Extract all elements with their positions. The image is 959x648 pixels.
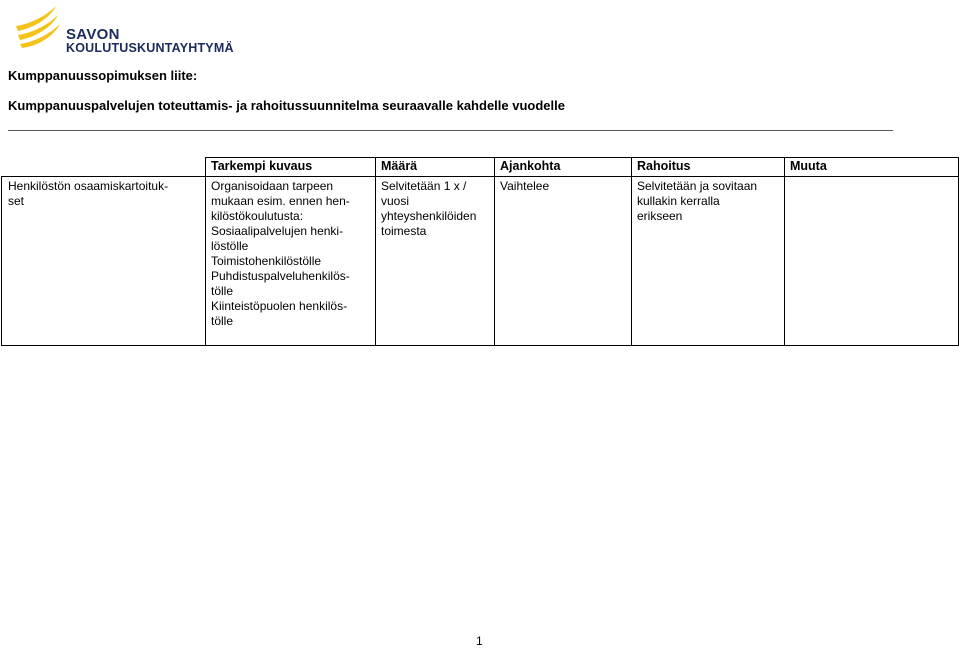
cell-line: Selvitetään ja sovitaan [637, 179, 758, 193]
divider [8, 130, 893, 131]
cell-line: mukaan esim. ennen hen- [211, 194, 350, 208]
cell-line: vuosi [381, 194, 410, 208]
table-row [2, 177, 959, 346]
cell-line: Selvitetään 1 x / [381, 179, 467, 193]
document-heading: Kumppanuussopimuksen liite: [8, 68, 198, 83]
cell-line: tölle [211, 314, 234, 328]
header-funding: Rahoitus [632, 158, 785, 177]
document-subheading: Kumppanuuspalvelujen toteuttamis- ja rahoitussuunnitelma seuraavalle kahdelle vuodelle [8, 98, 565, 113]
cell-line: Puhdistuspalveluhenkilös- [211, 269, 350, 283]
cell-line: löstölle [211, 239, 249, 253]
header-description: Tarkempi kuvaus [206, 158, 376, 177]
cell-line: Henkilöstön osaamiskartoituk- [8, 179, 169, 193]
cell-line: Toimistohenkilöstölle [211, 254, 322, 268]
cell-line: set [8, 194, 25, 208]
cell-funding [632, 177, 785, 346]
header-amount: Määrä [376, 158, 495, 177]
logo-text-line1: SAVON [66, 26, 120, 43]
cell-other [785, 177, 959, 346]
cell-line: yhteyshenkilöiden [381, 209, 477, 223]
page-number: 1 [476, 634, 483, 648]
cell-line: kilöstökoulutusta: [211, 209, 304, 223]
logo-text-line2: KOULUTUSKUNTAYHTYMÄ [66, 41, 234, 55]
cell-line: Vaihtelee [500, 179, 550, 193]
cell-line: erikseen [637, 209, 683, 223]
cell-amount [376, 177, 495, 346]
cell-line: Organisoidaan tarpeen [211, 179, 334, 193]
cell-line: tölle [211, 284, 234, 298]
header-other: Muuta [785, 158, 959, 177]
header-empty-cell [2, 158, 206, 177]
cell-line: Sosiaalipalvelujen henki- [211, 224, 344, 238]
cell-description [206, 177, 376, 346]
cell-line: Kiinteistöpuolen henkilös- [211, 299, 348, 313]
cell-line: toimesta [381, 224, 427, 238]
cell-timing [495, 177, 632, 346]
table-header-row [2, 158, 959, 177]
plan-table [1, 157, 959, 346]
cell-line: kullakin kerralla [637, 194, 720, 208]
logo-swoosh-icon [14, 4, 64, 48]
header-timing: Ajankohta [495, 158, 632, 177]
logo [14, 4, 234, 55]
cell-topic [2, 177, 206, 346]
